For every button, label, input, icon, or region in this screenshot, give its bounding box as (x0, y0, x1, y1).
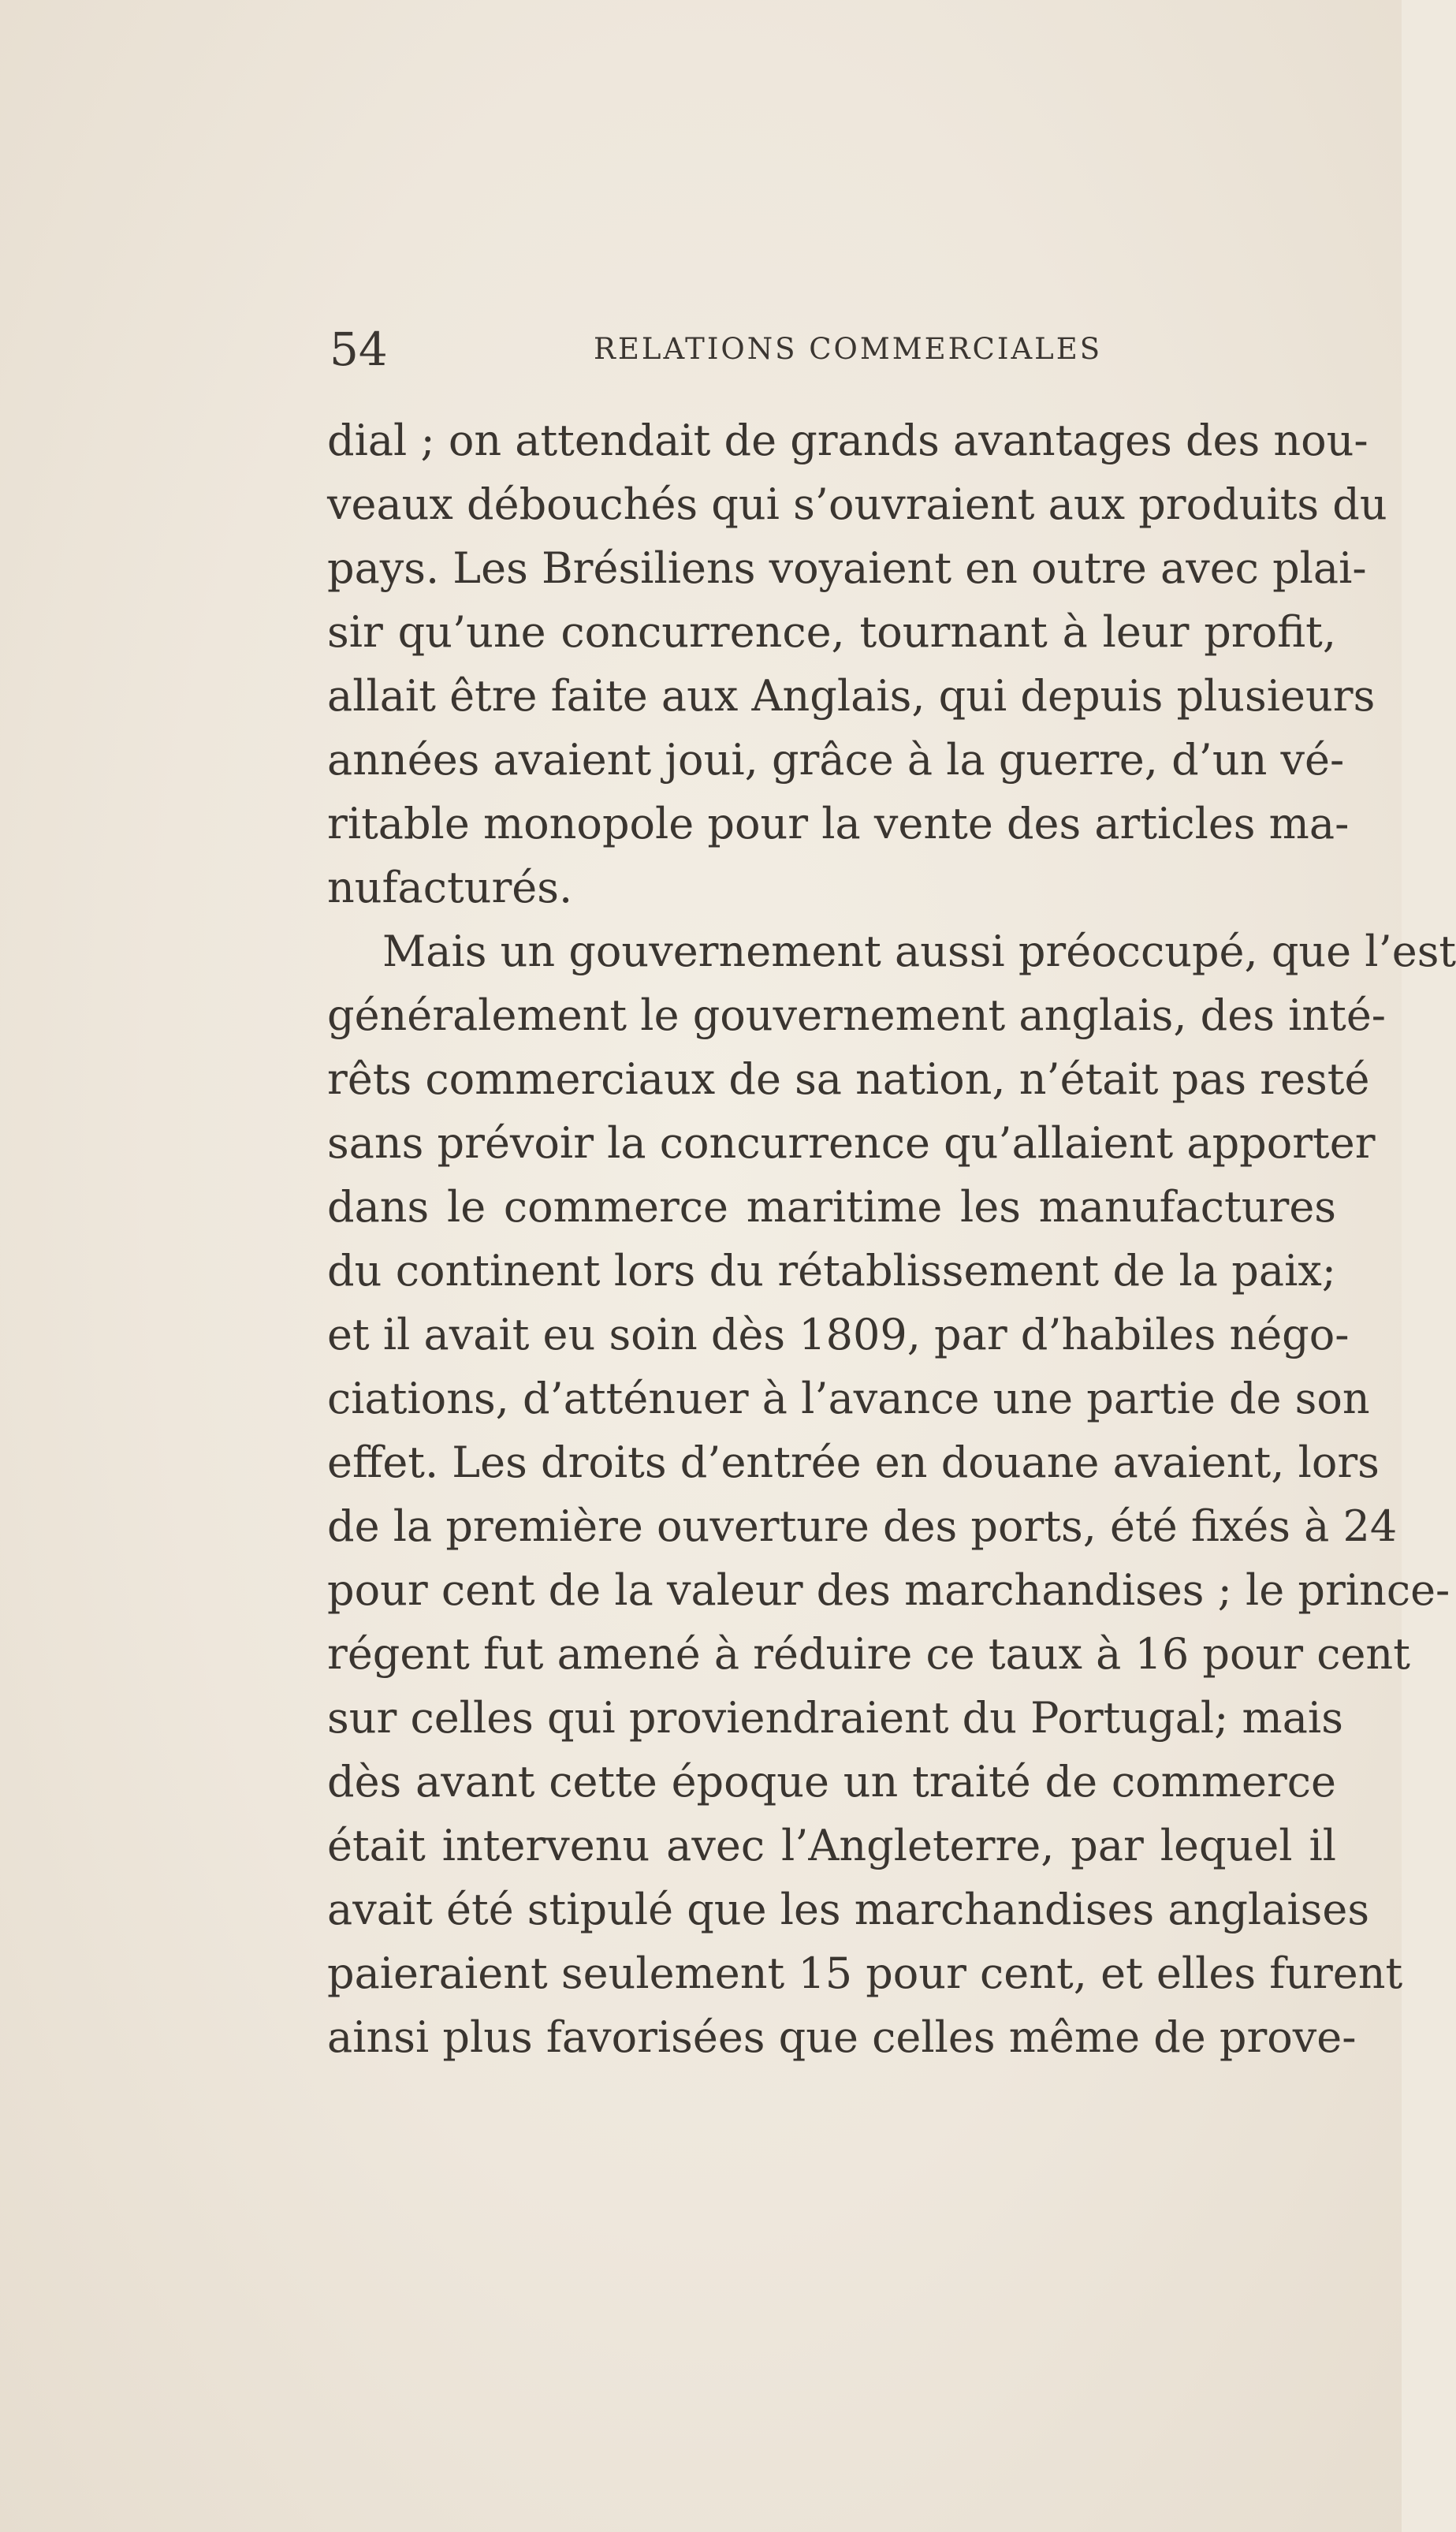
text-line: allait être faite aux Anglais, qui depuis plusieurs (327, 671, 1376, 721)
text-line: avait été stipulé que les marchandises anglaises (327, 1885, 1370, 1934)
text-line: sur celles qui proviendraient du Portugal; mais (327, 1693, 1343, 1743)
text-line: pour cent de la valeur des marchandises ; le prince- (327, 1565, 1450, 1615)
text-line: rêts commerciaux de sa nation, n’était pas resté (327, 1054, 1370, 1104)
text-line: années avaient joui, grâce à la guerre, d’un vé- (327, 735, 1345, 785)
text-line: ainsi plus favorisées que celles même de prove- (327, 2012, 1357, 2062)
text-line: ritable monopole pour la vente des articles ma- (327, 799, 1350, 848)
text-line: régent fut amené à réduire ce taux à 16 pour cent (327, 1629, 1410, 1679)
text-line: pays. Les Brésiliens voyaient en outre avec plai- (327, 543, 1367, 593)
text-line: nufacturés. (327, 863, 573, 912)
paragraph-1 (327, 408, 1387, 919)
text-line: dès avant cette époque un traité de commerce (327, 1757, 1336, 1807)
page-number: 54 (330, 323, 388, 376)
paragraph-2 (327, 919, 1456, 2069)
text-line: et il avait eu soin dès 1809, par d’habiles négo- (327, 1310, 1350, 1359)
text-line: du continent lors du rétablissement de la paix; (327, 1246, 1336, 1296)
page-header (330, 322, 1339, 377)
text-line: paieraient seulement 15 pour cent, et elles furent (327, 1948, 1403, 1998)
text-line: ciations, d’atténuer à l’avance une partie de son (327, 1374, 1370, 1423)
body-text (327, 408, 1456, 2069)
text-line: veaux débouchés qui s’ouvraient aux produits du (327, 479, 1387, 529)
text-line: Mais un gouvernement aussi préoccupé, que l’est (382, 927, 1456, 976)
text-line: dial ; on attendait de grands avantages des nou- (327, 416, 1368, 465)
text-line: de la première ouverture des ports, été fixés à 24 (327, 1501, 1398, 1551)
text-line: sir qu’une concurrence, tournant à leur profit, (327, 607, 1336, 657)
text-line: généralement le gouvernement anglais, des inté- (327, 990, 1387, 1040)
text-line: dans le commerce maritime les manufactures (327, 1182, 1336, 1232)
text-line: sans prévoir la concurrence qu’allaient apporter (327, 1118, 1376, 1168)
text-line: effet. Les droits d’entrée en douane avaient, lors (327, 1438, 1380, 1487)
running-title: RELATIONS COMMERCIALES (594, 332, 1103, 366)
text-line: était intervenu avec l’Angleterre, par lequel il (327, 1821, 1336, 1870)
